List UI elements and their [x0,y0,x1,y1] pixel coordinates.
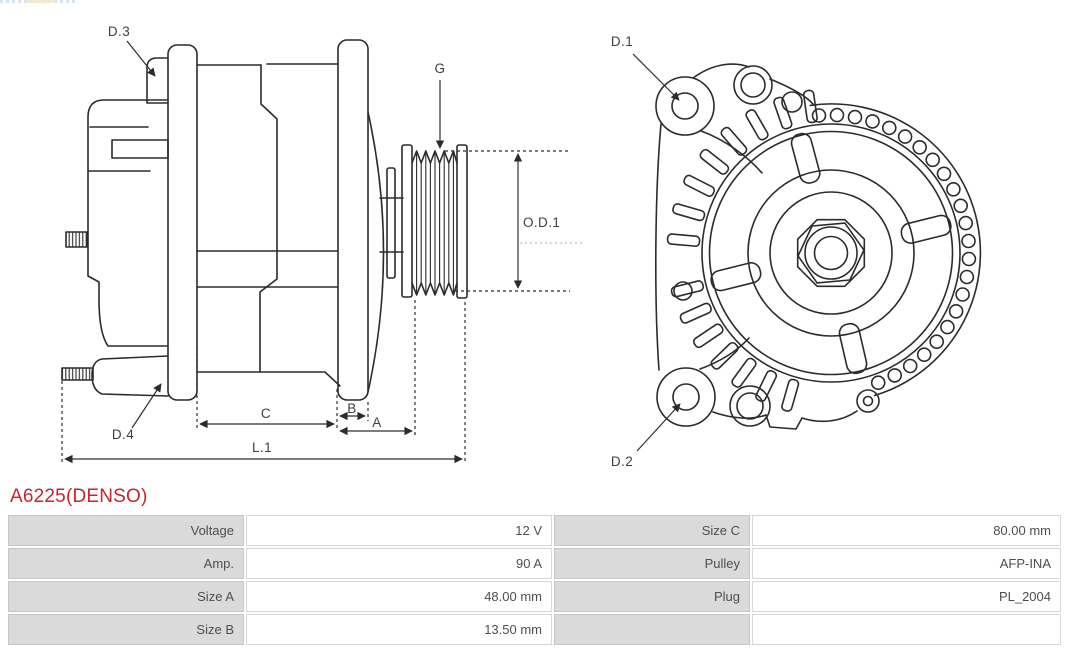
spec-value-amp: 90 A [246,548,552,579]
dim-label-c: C [260,406,272,421]
threaded-stud-bottom [62,368,93,380]
spec-value-size-a: 48.00 mm [246,581,552,612]
dim-label-d2: D.2 [610,454,634,469]
mount-ear-bottom [657,368,715,426]
spec-label-size-a: Size A [8,581,244,612]
dim-label-d4: D.4 [111,427,135,442]
d3-lug [147,58,168,103]
side-view-body [62,40,467,400]
part-number-title: A6225(DENSO) [10,486,148,507]
shaft-bore [815,237,848,270]
hex-nut [798,223,864,283]
spec-label-empty [554,614,750,645]
leader-arrow-d4 [132,384,161,428]
terminal-block [112,140,168,158]
dim-label-a: A [372,415,382,430]
alternator-side-view-diagram [62,24,585,462]
spec-label-size-b: Size B [8,614,244,645]
dim-label-d1: D.1 [610,34,634,49]
spec-value-empty [752,614,1061,645]
hub-octagon [798,220,865,287]
mount-hole-d2 [673,384,699,410]
dim-label-b: B [347,401,357,416]
rim-scallops [813,109,976,390]
leader-arrow-d3 [127,41,155,76]
spec-label-voltage: Voltage [8,515,244,546]
leader-arrow-d1 [633,54,679,100]
spec-label-size-c: Size C [554,515,750,546]
spec-value-size-b: 13.50 mm [246,614,552,645]
front-view-body [656,64,981,429]
spec-value-size-c: 80.00 mm [752,515,1061,546]
shaft-flange [387,168,395,278]
spec-label-amp: Amp. [8,548,244,579]
spec-value-pulley: AFP-INA [752,548,1061,579]
pulley [402,145,467,298]
dim-label-d3: D.3 [107,24,131,39]
threaded-stud-top [66,232,87,247]
spec-table [8,515,1061,645]
leader-arrow-d2 [637,404,680,451]
spec-label-pulley: Pulley [554,548,750,579]
vent-slots [667,90,817,412]
alternator-front-view-diagram [611,34,981,469]
dim-label-l1: L.1 [252,440,272,455]
dim-label-od1: O.D.1 [523,215,561,230]
dim-label-g: G [434,61,446,76]
spec-value-voltage: 12 V [246,515,552,546]
spec-value-plug: PL_2004 [752,581,1061,612]
spec-label-plug: Plug [554,581,750,612]
